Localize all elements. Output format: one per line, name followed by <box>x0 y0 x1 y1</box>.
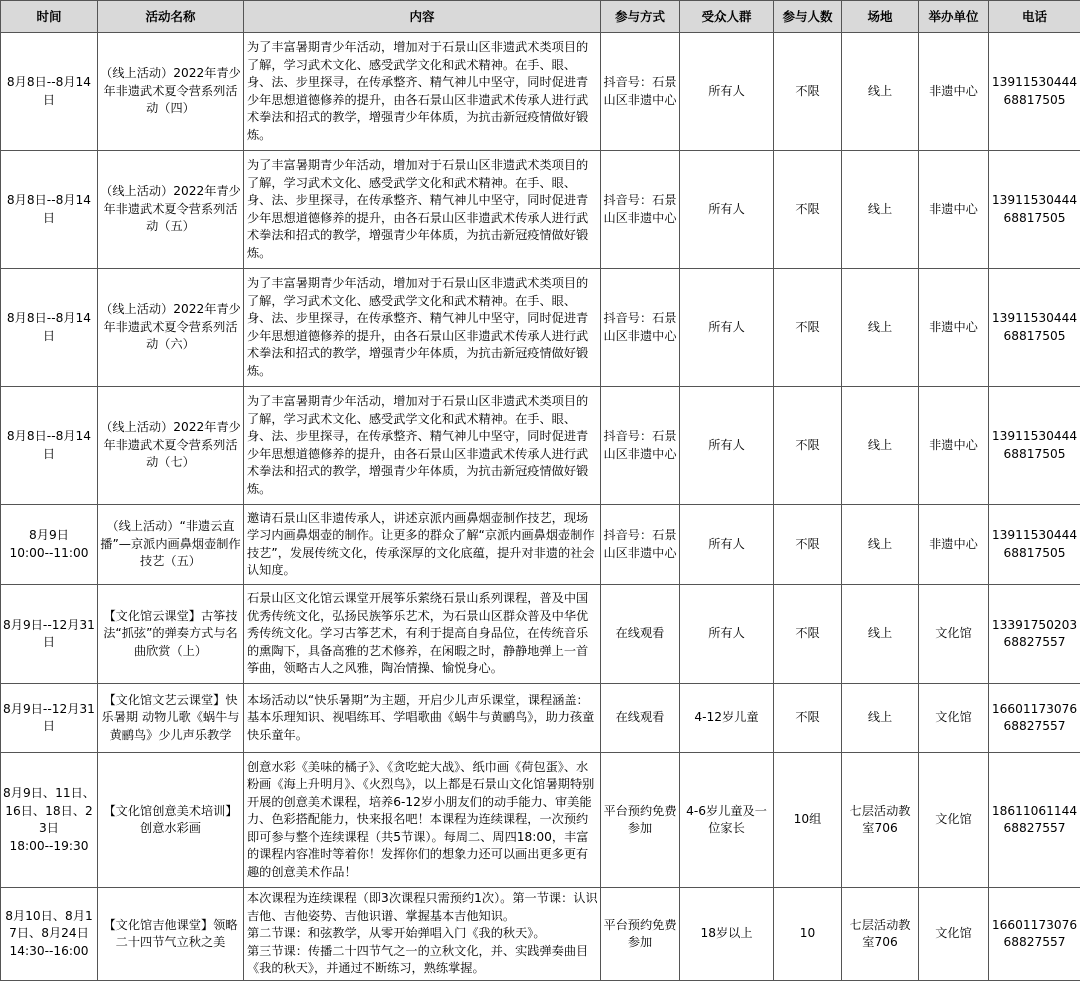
cell-method: 抖音号：石景山区非遗中心 <box>601 505 680 585</box>
cell-time: 8月8日--8月14日 <box>1 269 98 387</box>
cell-content: 邀请石景山区非遗传承人，讲述京派内画鼻烟壶制作技艺，现场学习内画鼻烟壶的制作。让更多的群众了解“京派内画鼻烟壶制作技艺”，发展传统文化，传承深厚的文化底蕴，提升对非遗的社会认知度。 <box>244 505 601 585</box>
cell-count: 10组 <box>774 753 842 888</box>
cell-host: 非遗中心 <box>919 505 989 585</box>
cell-phone: 16601173076 68827557 <box>989 888 1080 981</box>
cell-method: 抖音号：石景山区非遗中心 <box>601 269 680 387</box>
cell-audience: 所有人 <box>680 387 774 505</box>
cell-content: 为了丰富暑期青少年活动，增加对于石景山区非遗武术类项目的了解，学习武术文化、感受武学文化和武术精神。在手、眼、身、法、步里探寻，在传承整齐、精气神儿中坚守，同时促进青少年思想道德修养的提升，由各石景山区非遗武术传承人进行武术拳法和招式的教学，增强青少年体质，为抗击新冠疫情做好锻炼。 <box>244 269 601 387</box>
cell-content: 创意水彩《美味的橘子》、《贪吃蛇大战》、纸巾画《荷包蛋》、水粉画《海上升明月》、《火烈鸟》，以上都是石景山文化馆暑期特别开展的创意美术课程，培养6-12岁小朋友们的动手能力、审美能力、色彩搭配能力，快来报名吧！本课程为连续课程，一次预约即可参与整个连续课程（共5节课）。每周二、周四18:00，丰富的课程内容准时等着你！发挥你们的想象力还可以画出更多更有趣的创意美术作品！ <box>244 753 601 888</box>
header-content: 内容 <box>244 1 601 33</box>
cell-venue: 七层活动教室706 <box>842 753 919 888</box>
cell-count: 不限 <box>774 684 842 753</box>
cell-audience: 所有人 <box>680 33 774 151</box>
cell-activity-name: （线上活动）2022年青少年非遗武术夏令营系列活动（七） <box>98 387 244 505</box>
cell-venue: 线上 <box>842 269 919 387</box>
cell-content: 本场活动以“快乐暑期”为主题，开启少儿声乐课堂，课程涵盖：基本乐理知识、视唱练耳、学唱歌曲《蜗牛与黄鹂鸟》，助力孩童快乐童年。 <box>244 684 601 753</box>
cell-host: 非遗中心 <box>919 387 989 505</box>
cell-audience: 所有人 <box>680 585 774 684</box>
cell-activity-name: （线上活动）2022年青少年非遗武术夏令营系列活动（四） <box>98 33 244 151</box>
table-row <box>1 505 1080 585</box>
cell-host: 文化馆 <box>919 753 989 888</box>
table-row <box>1 269 1080 387</box>
cell-phone: 13911530444 68817505 <box>989 151 1080 269</box>
table-row <box>1 151 1080 269</box>
table-row <box>1 33 1080 151</box>
cell-venue: 线上 <box>842 33 919 151</box>
header-activity-name: 活动名称 <box>98 1 244 33</box>
cell-method: 抖音号：石景山区非遗中心 <box>601 33 680 151</box>
cell-audience: 所有人 <box>680 505 774 585</box>
table-row <box>1 585 1080 684</box>
cell-method: 平台预约免费参加 <box>601 753 680 888</box>
cell-count: 不限 <box>774 585 842 684</box>
cell-venue: 线上 <box>842 151 919 269</box>
cell-content: 本次课程为连续课程（即3次课程只需预约1次）。第一节课：认识吉他、吉他姿势、吉他识谱、掌握基本吉他知识。 第二节课：和弦教学，从零开始弹唱入门《我的秋天》。 第三节课：传播二十四节气之一的立秋文化，并、实践弹奏曲目《我的秋天》，并通过不断练习，熟练掌握。 <box>244 888 601 981</box>
cell-count: 不限 <box>774 269 842 387</box>
cell-host: 文化馆 <box>919 684 989 753</box>
header-method: 参与方式 <box>601 1 680 33</box>
cell-phone: 13911530444 68817505 <box>989 505 1080 585</box>
cell-host: 非遗中心 <box>919 151 989 269</box>
cell-venue: 线上 <box>842 505 919 585</box>
cell-audience: 18岁以上 <box>680 888 774 981</box>
header-count: 参与人数 <box>774 1 842 33</box>
cell-activity-name: 【文化馆创意美术培训】创意水彩画 <box>98 753 244 888</box>
cell-activity-name: 【文化馆文艺云课堂】快乐暑期 动物儿歌《蜗牛与黄鹂鸟》少儿声乐教学 <box>98 684 244 753</box>
cell-activity-name: （线上活动）“非遗云直播”—京派内画鼻烟壶制作技艺（五） <box>98 505 244 585</box>
cell-content: 为了丰富暑期青少年活动，增加对于石景山区非遗武术类项目的了解，学习武术文化、感受武学文化和武术精神。在手、眼、身、法、步里探寻，在传承整齐、精气神儿中坚守，同时促进青少年思想道德修养的提升，由各石景山区非遗武术传承人进行武术拳法和招式的教学，增强青少年体质，为抗击新冠疫情做好锻炼。 <box>244 387 601 505</box>
cell-activity-name: 【文化馆吉他课堂】领略二十四节气立秋之美 <box>98 888 244 981</box>
table-row <box>1 888 1080 981</box>
cell-method: 在线观看 <box>601 684 680 753</box>
header-time: 时间 <box>1 1 98 33</box>
cell-method: 抖音号：石景山区非遗中心 <box>601 151 680 269</box>
cell-time: 8月9日、11日、16日、18日、23日 18:00--19:30 <box>1 753 98 888</box>
cell-content: 为了丰富暑期青少年活动，增加对于石景山区非遗武术类项目的了解，学习武术文化、感受武学文化和武术精神。在手、眼、身、法、步里探寻，在传承整齐、精气神儿中坚守，同时促进青少年思想道德修养的提升，由各石景山区非遗武术传承人进行武术拳法和招式的教学，增强青少年体质，为抗击新冠疫情做好锻炼。 <box>244 33 601 151</box>
header-venue: 场地 <box>842 1 919 33</box>
cell-time: 8月8日--8月14日 <box>1 151 98 269</box>
cell-audience: 4-12岁儿童 <box>680 684 774 753</box>
cell-audience: 所有人 <box>680 151 774 269</box>
header-row <box>1 1 1080 33</box>
cell-audience: 所有人 <box>680 269 774 387</box>
cell-host: 文化馆 <box>919 888 989 981</box>
header-host: 举办单位 <box>919 1 989 33</box>
cell-time: 8月9日--12月31日 <box>1 684 98 753</box>
cell-audience: 4-6岁儿童及一位家长 <box>680 753 774 888</box>
cell-venue: 线上 <box>842 585 919 684</box>
cell-host: 文化馆 <box>919 585 989 684</box>
cell-activity-name: 【文化馆云课堂】古筝技法“抓弦”的弹奏方式与名曲欣赏（上） <box>98 585 244 684</box>
cell-phone: 13391750203 68827557 <box>989 585 1080 684</box>
cell-time: 8月8日--8月14日 <box>1 387 98 505</box>
cell-content: 为了丰富暑期青少年活动，增加对于石景山区非遗武术类项目的了解，学习武术文化、感受武学文化和武术精神。在手、眼、身、法、步里探寻，在传承整齐、精气神儿中坚守，同时促进青少年思想道德修养的提升，由各石景山区非遗武术传承人进行武术拳法和招式的教学，增强青少年体质，为抗击新冠疫情做好锻炼。 <box>244 151 601 269</box>
table-row <box>1 753 1080 888</box>
cell-host: 非遗中心 <box>919 269 989 387</box>
table-row <box>1 387 1080 505</box>
header-phone: 电话 <box>989 1 1080 33</box>
cell-method: 平台预约免费参加 <box>601 888 680 981</box>
cell-phone: 18611061144 68827557 <box>989 753 1080 888</box>
cell-time: 8月10日、8月17日、8月24日 14:30--16:00 <box>1 888 98 981</box>
cell-count: 不限 <box>774 505 842 585</box>
cell-activity-name: （线上活动）2022年青少年非遗武术夏令营系列活动（六） <box>98 269 244 387</box>
cell-time: 8月9日--12月31日 <box>1 585 98 684</box>
cell-count: 不限 <box>774 151 842 269</box>
cell-count: 不限 <box>774 33 842 151</box>
cell-venue: 线上 <box>842 684 919 753</box>
cell-phone: 13911530444 68817505 <box>989 387 1080 505</box>
cell-phone: 13911530444 68817505 <box>989 33 1080 151</box>
cell-time: 8月8日--8月14日 <box>1 33 98 151</box>
cell-content: 石景山区文化馆云课堂开展筝乐萦绕石景山系列课程，普及中国优秀传统文化，弘扬民族筝乐艺术，为石景山区群众普及中华优秀传统文化。学习古筝艺术，有利于提高自身品位，在传统音乐的熏陶下，具备高雅的艺术修养，在闲暇之时，静静地弹上一首筝曲，领略古人之风雅，陶冶情操、愉悦身心。 <box>244 585 601 684</box>
cell-count: 10 <box>774 888 842 981</box>
cell-method: 在线观看 <box>601 585 680 684</box>
cell-phone: 16601173076 68827557 <box>989 684 1080 753</box>
header-audience: 受众人群 <box>680 1 774 33</box>
cell-host: 非遗中心 <box>919 33 989 151</box>
cell-activity-name: （线上活动）2022年青少年非遗武术夏令营系列活动（五） <box>98 151 244 269</box>
cell-venue: 七层活动教室706 <box>842 888 919 981</box>
cell-count: 不限 <box>774 387 842 505</box>
cell-venue: 线上 <box>842 387 919 505</box>
table-row <box>1 684 1080 753</box>
cell-method: 抖音号：石景山区非遗中心 <box>601 387 680 505</box>
cell-time: 8月9日 10:00--11:00 <box>1 505 98 585</box>
cell-phone: 13911530444 68817505 <box>989 269 1080 387</box>
